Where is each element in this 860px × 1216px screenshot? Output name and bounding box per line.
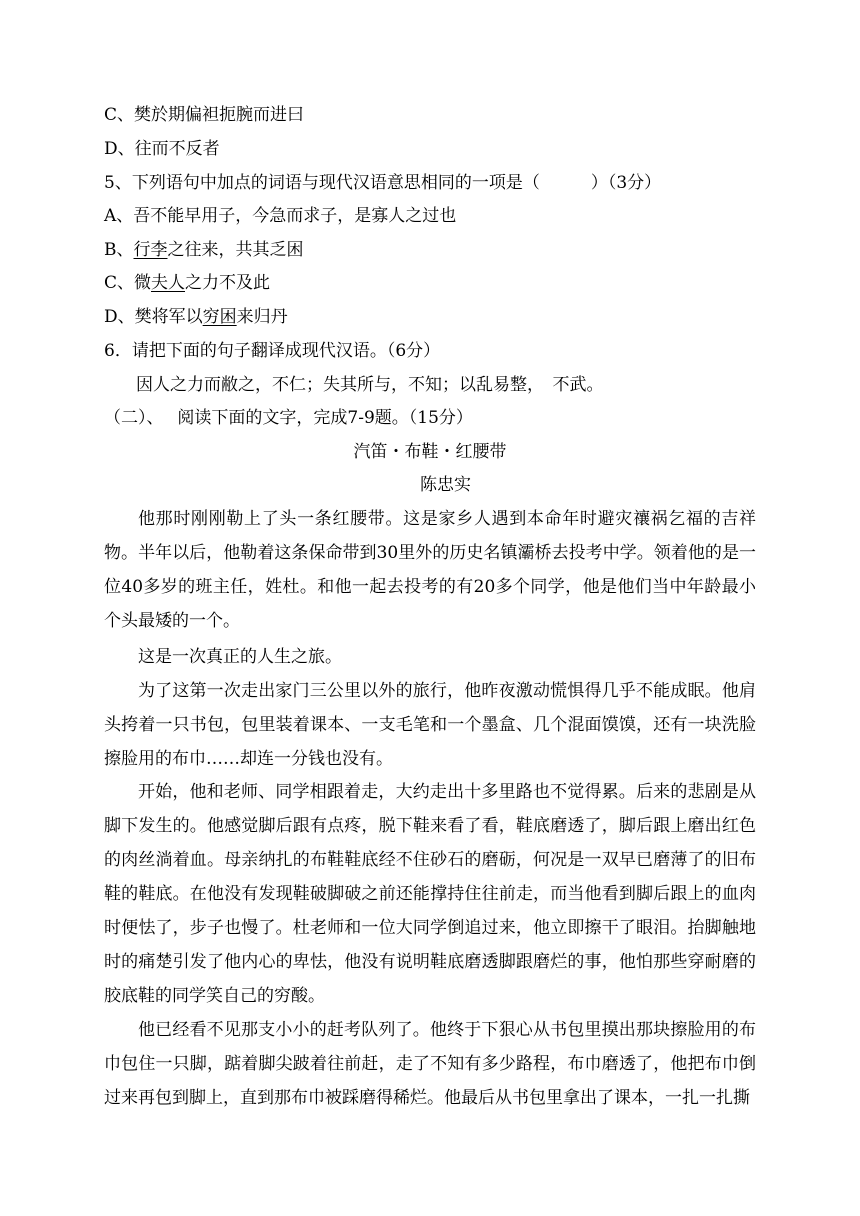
q5-option-d (104, 306, 288, 328)
q5-a-mark: 急 (269, 206, 287, 226)
q5-d-pre: D、樊将军以 (104, 307, 203, 327)
q5-option-a (104, 205, 456, 227)
q5-d-mark: 穷困 (202, 307, 237, 327)
article-paragraph-1: 他那时刚刚勒上了头一条红腰带。这是家乡人遇到本命年时避灾禳祸乞福的吉祥物。半年以后，他勒着这条保命带到30里外的历史名镇灞桥去投考中学。领着他的是一位40多岁的班主任，姓杜。和他一起去投考的有20多个同学，他是他们当中年龄最小个头最矮的一个。 (104, 509, 756, 631)
article-paragraph-5: 他已经看不见那支小小的赶考队列了。他终于下狠心从书包里摸出那块擦脸用的布巾包住一只脚，踮着脚尖跛着往前赶，走了不知有多少路程，布巾磨透了，他把布巾倒过来再包到脚上，直到那布巾被踩磨得稀烂。他最后从书包里拿出了课本，一扎一扎撕 (104, 1020, 756, 1108)
q5-b-post: 之往来，共其乏困 (167, 240, 304, 260)
q5-c-post: 之力不及此 (185, 273, 271, 293)
article-author: 陈忠实 (420, 475, 471, 495)
q5-stem: 5、下列语句中加点的词语与现代汉语意思相同的一项是（ ）（3分） (104, 173, 662, 193)
q6-stem: 6．请把下面的句子翻译成现代汉语。（6分） (104, 341, 441, 361)
q5-b-pre: B、 (104, 240, 134, 260)
q5-c-mark: 夫人 (151, 273, 186, 293)
q4-option-d: D、往而不反者 (104, 139, 220, 159)
article-paragraph-4: 开始，他和老师、同学相跟着走，大约走出十多里路也不觉得累。后来的悲剧是从脚下发生的。他感觉脚后跟有点疼，脱下鞋来看了看，鞋底磨透了，脚后跟上磨出红色的肉丝淌着血。母亲纳扎的布鞋鞋底经不住砂石的磨砺，何况是一双早已磨薄了的旧布鞋的鞋底。在他没有发现鞋破脚破之前还能撑持住往前走，而当他看到脚后跟上的血肉时便怯了，步子也慢了。杜老师和一位大同学倒追过来，他立即擦干了眼泪。抬脚触地时的痛楚引发了他内心的卑怯，他没有说明鞋底磨透脚跟磨烂的事，他怕那些穿耐磨的胶底鞋的同学笑自己的穷酸。 (104, 782, 756, 1006)
q5-d-post: 来归丹 (236, 307, 288, 327)
q5-b-mark: 行李 (133, 240, 168, 260)
q5-option-c (104, 272, 270, 294)
q4-option-c: C、樊於期偏袒扼腕而进曰 (104, 105, 305, 125)
q5-c-pre: C、微 (104, 273, 152, 293)
article-paragraph-2: 这是一次真正的人生之旅。 (138, 647, 342, 667)
q6-sentence: 因人之力而敝之，不仁；失其所与，不知；以乱易整， 不武。 (136, 375, 604, 395)
q5-a-pre: A、吾不能早用子，今 (104, 206, 270, 226)
article-title: 汽笛・布鞋・红腰带 (353, 442, 507, 462)
q5-option-b (104, 239, 304, 261)
section-heading: （二）、 阅读下面的文字，完成7-9题。（15分） (104, 408, 473, 428)
q5-a-post: 而求子，是寡人之过也 (286, 206, 457, 226)
article-paragraph-3: 为了这第一次走出家门三公里以外的旅行，他昨夜激动慌惧得几乎不能成眠。他肩头挎着一只书包，包里装着课本、一支毛笔和一个墨盒、几个混面馍馍，还有一块洗脸擦脸用的布巾……却连一分钱也没有。 (104, 681, 756, 769)
